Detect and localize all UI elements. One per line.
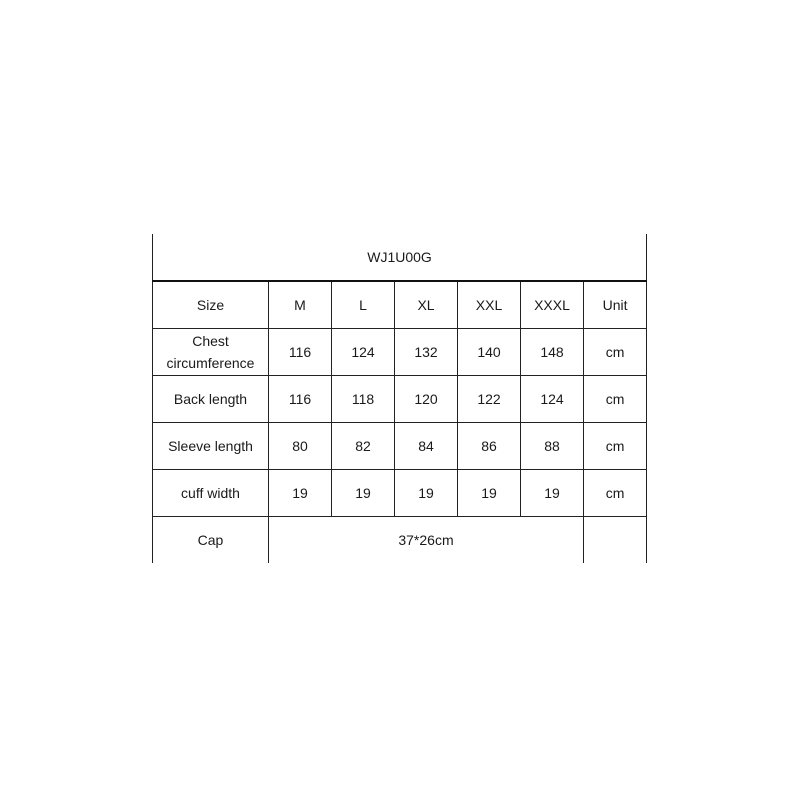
unit-cell: cm [584,376,647,423]
table-cell: 19 [269,470,332,517]
row-label-chest [153,329,269,376]
unit-header: Unit [584,281,647,329]
row-label-chest-line1: Chest [192,333,229,349]
unit-cell: cm [584,470,647,517]
table-row-back-length [153,376,647,423]
table-cell: 80 [269,423,332,470]
row-label-chest-line2: circumference [166,355,255,371]
table-cell: 140 [458,329,521,376]
table-cell: 116 [269,329,332,376]
table-row-cap [153,517,647,564]
table-cell: 82 [332,423,395,470]
size-l-header: L [332,281,395,329]
row-label-cuff-width: cuff width [153,470,269,517]
table-cell: 116 [269,376,332,423]
row-label-sleeve-length: Sleeve length [153,423,269,470]
size-header-label: Size [153,281,269,329]
table-cell: 122 [458,376,521,423]
unit-cell: cm [584,423,647,470]
size-xxl-header: XXL [458,281,521,329]
table-cell: 124 [332,329,395,376]
table-cell: 86 [458,423,521,470]
table-cell: 19 [458,470,521,517]
unit-cell: cm [584,329,647,376]
size-xxxl-header: XXXL [521,281,584,329]
size-header-row [153,281,647,329]
table-cell: 19 [395,470,458,517]
product-code-title: WJ1U00G [153,234,647,281]
table-cell: 118 [332,376,395,423]
table-row-cuff-width [153,470,647,517]
size-table [152,234,647,563]
table-cell: 19 [521,470,584,517]
table-cell: 132 [395,329,458,376]
table-row-sleeve-length [153,423,647,470]
cap-dimensions: 37*26cm [269,517,584,564]
table-cell: 148 [521,329,584,376]
table-cell: 124 [521,376,584,423]
unit-cell [584,517,647,564]
table-cell: 120 [395,376,458,423]
size-xl-header: XL [395,281,458,329]
size-chart-table [152,234,646,565]
row-label-cap: Cap [153,517,269,564]
table-row-chest [153,329,647,376]
table-cell: 84 [395,423,458,470]
title-row [153,234,647,281]
row-label-back-length: Back length [153,376,269,423]
size-m-header: M [269,281,332,329]
table-cell: 19 [332,470,395,517]
table-cell: 88 [521,423,584,470]
